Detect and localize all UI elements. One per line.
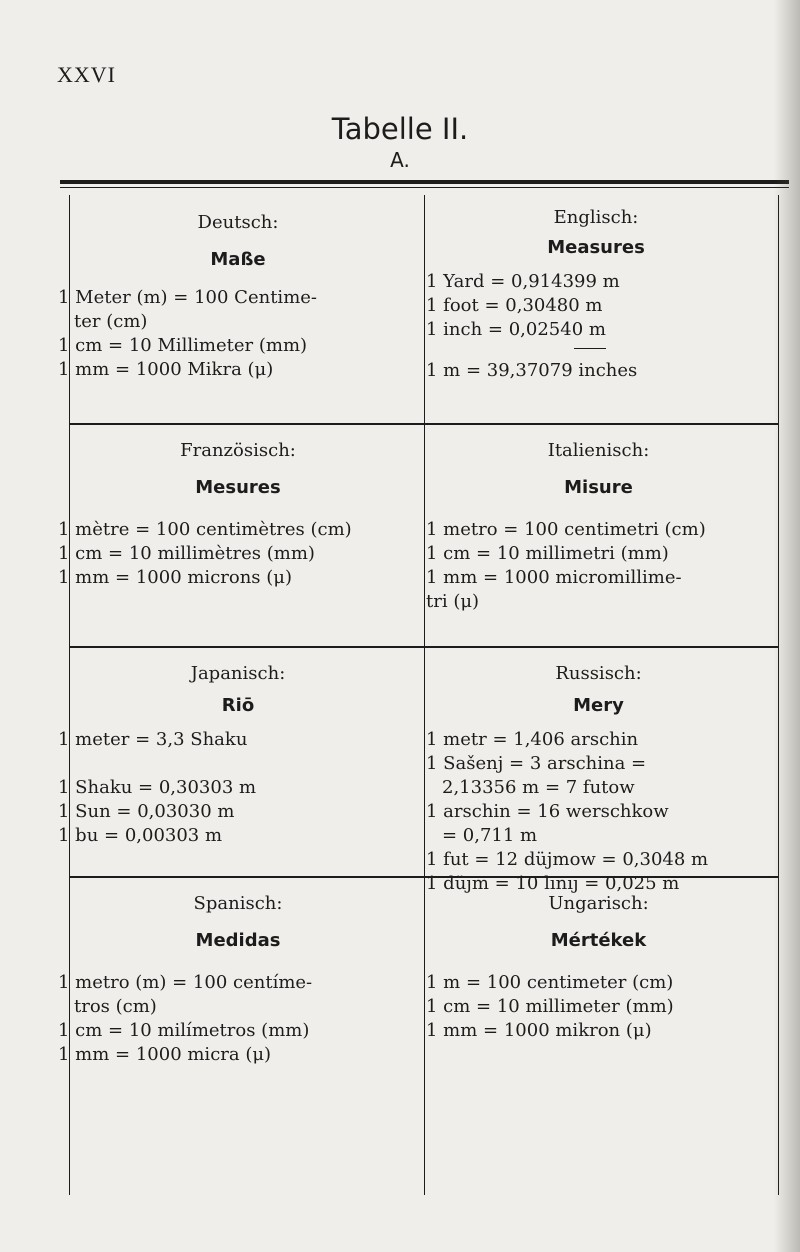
cell-line: 2,13356 m = 7 futow [442,777,635,798]
cell-line: 1 arschin = 16 werschkow [426,801,669,822]
cell-line: 1 fut = 12 düjmow = 0,3048 m [426,849,709,870]
cell-line: 1 foot = 0,30480 m [426,295,603,316]
cell-term: Mértékek [550,930,647,951]
cell-line: 1 inch = 0,02540 m [426,319,606,340]
cell-term: Misure [564,477,633,498]
cell-language: Englisch: [553,207,639,228]
cell-lines [58,971,418,1067]
cell-language: Französisch: [180,440,296,461]
cell-lines [58,728,418,848]
row-divider-1 [69,423,779,425]
cell-line: 1 metro (m) = 100 centíme- [58,972,313,993]
binding-shadow [774,0,800,1252]
table-title: Tabelle II. [331,112,469,146]
cell-line: 1 Yard = 0,914399 m [426,271,620,292]
cell-language: Deutsch: [197,212,279,233]
cell-line: 1 Sun = 0,03030 m [58,801,235,822]
cell-line: 1 mm = 1000 micra (μ) [58,1044,272,1065]
cell-lines [58,518,418,590]
cell-term: Maße [210,249,266,270]
cell-language: Japanisch: [190,663,286,684]
row-divider-2 [69,646,779,648]
cell-italienisch [426,439,771,614]
cell-language: Spanisch: [193,893,283,914]
top-rule-thick [60,180,789,184]
cell-line: 1 m = 100 centimeter (cm) [426,972,674,993]
cell-line: 1 mètre = 100 centimètres (cm) [58,519,352,540]
cell-spanisch [58,892,418,1067]
cell-line: 1 Sašenj = 3 arschina = [426,753,647,774]
cell-line: 1 meter = 3,3 Shaku [58,729,248,750]
cell-line: 1 metro = 100 centimetri (cm) [426,519,706,540]
cell-line: tros (cm) [74,996,157,1017]
page-number: XXVI [57,62,116,87]
cell-lines [426,518,771,614]
cell-line: 1 cm = 10 millimètres (mm) [58,543,315,564]
cell-deutsch [58,211,418,382]
cell-englisch [426,206,766,383]
cell-line: 1 mm = 1000 micromillime- [426,567,682,588]
cell-line: 1 mm = 1000 Mikra (μ) [58,359,274,380]
cell-language: Russisch: [555,663,642,684]
cell-line: 1 mm = 1000 microns (μ) [58,567,293,588]
cell-line: 1 Shaku = 0,30303 m [58,777,257,798]
cell-term: Mesures [195,477,281,498]
cell-line: 1 Meter (m) = 100 Centime- [58,287,317,308]
table-subtitle: A. [390,148,410,172]
cell-line: 1 mm = 1000 mikron (μ) [426,1020,652,1041]
cell-line: 1 m = 39,37079 inches [426,360,638,381]
cell-lines [426,270,766,383]
cell-line: 1 bu = 0,00303 m [58,825,223,846]
cell-japanisch [58,662,418,848]
cell-ungarisch [426,892,771,1043]
cell-line: 1 cm = 10 Millimeter (mm) [58,335,308,356]
cell-line: tri (μ) [426,591,480,612]
center-divider [424,195,425,1195]
cell-lines [426,728,771,896]
cell-line: 1 cm = 10 millimetri (mm) [426,543,669,564]
cell-lines [58,286,418,382]
cell-term: Mery [573,695,624,716]
cell-line: = 0,711 m [442,825,538,846]
top-rule-thin [60,187,789,188]
cell-language: Ungarisch: [548,893,649,914]
cell-russisch [426,662,771,896]
cell-line: 1 düjm = 10 linij = 0,025 m [426,873,680,894]
cell-line: 1 cm = 10 millimeter (mm) [426,996,674,1017]
cell-term: Measures [547,237,645,258]
cell-line: 1 metr = 1,406 arschin [426,729,639,750]
cell-language: Italienisch: [547,440,650,461]
cell-term: Riō [221,695,255,716]
cell-line [58,752,418,776]
cell-lines [426,971,771,1043]
cell-term: Medidas [195,930,281,951]
separator-line [574,348,606,349]
cell-franzoesisch [58,439,418,590]
cell-line: 1 cm = 10 milímetros (mm) [58,1020,310,1041]
cell-line: ter (cm) [74,311,148,332]
